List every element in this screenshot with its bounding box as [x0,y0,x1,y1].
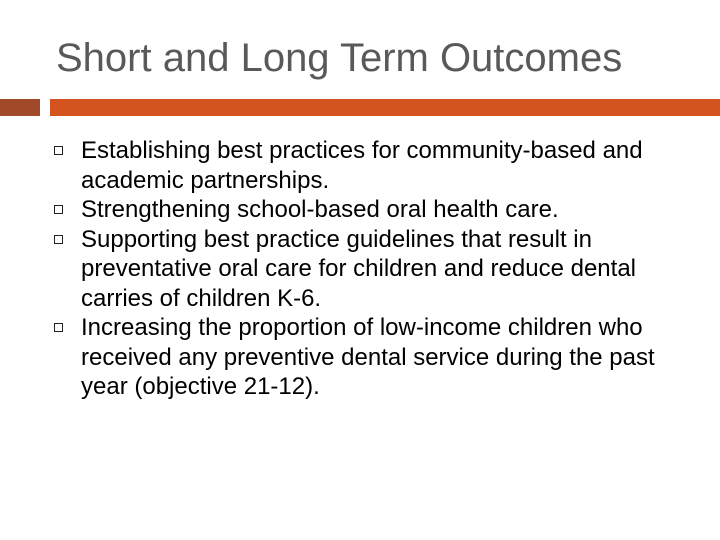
bullet-item [54,136,694,195]
square-outline-icon [54,235,63,244]
bullet-item [54,225,694,314]
square-outline-icon [54,146,63,155]
bullet-text: Strengthening school-based oral health care. [81,196,559,223]
square-outline-icon [54,205,63,214]
bullet-item [54,313,694,402]
slide-title: Short and Long Term Outcomes [56,36,623,80]
square-outline-icon [54,323,63,332]
bullet-text: Increasing the proportion of low-income children who received any preventive dental service during the past year (objective 21-12). [81,314,655,400]
bullet-item [54,195,694,225]
bullet-list [54,136,694,402]
title-rule-left [0,99,40,116]
bullet-text: Establishing best practices for community-based and academic partnerships. [81,137,643,194]
bullet-text: Supporting best practice guidelines that result in preventative oral care for children and reduce dental carries of children K-6. [81,225,636,312]
title-rule-right [50,99,720,116]
